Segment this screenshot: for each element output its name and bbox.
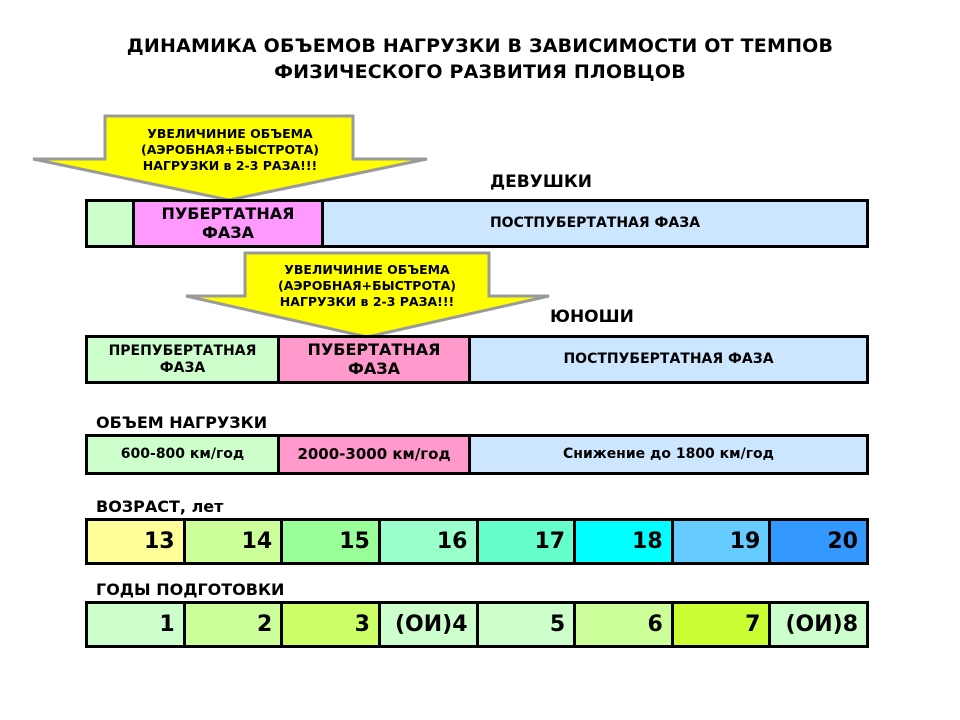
arrow-boys-line-2: (АЭРОБНАЯ+БЫСТРОТА): [278, 278, 456, 293]
training-bar: [85, 601, 869, 648]
load-cell-prepubertal: 600-800 км/год: [88, 437, 277, 472]
age-cell: 13: [88, 521, 183, 562]
training-cell: 1: [88, 604, 183, 645]
boys-pubertal-line-1: ПУБЕРТАТНАЯ: [307, 340, 441, 360]
age-cell: 16: [378, 521, 476, 562]
age-cell: 17: [476, 521, 574, 562]
training-cell: 5: [476, 604, 574, 645]
age-cell: 19: [671, 521, 769, 562]
girls-label: ДЕВУШКИ: [490, 172, 592, 192]
training-cell: 3: [280, 604, 378, 645]
training-label: ГОДЫ ПОДГОТОВКИ: [96, 580, 285, 599]
load-label: ОБЪЕМ НАГРУЗКИ: [96, 413, 268, 432]
boys-postpubertal-cell: ПОСТПУБЕРТАТНАЯ ФАЗА: [468, 338, 866, 381]
arrow-girls-line-3: НАГРУЗКИ в 2-3 РАЗА!!!: [142, 158, 318, 173]
boys-pubertal-cell: [277, 338, 468, 381]
age-cell: 20: [768, 521, 866, 562]
age-cell: 18: [573, 521, 671, 562]
page-title-line-2: ФИЗИЧЕСКОГО РАЗВИТИЯ ПЛОВЦОВ: [274, 61, 686, 83]
arrow-boys-line-3: НАГРУЗКИ в 2-3 РАЗА!!!: [279, 294, 455, 309]
girls-pubertal-line-1: ПУБЕРТАТНАЯ: [161, 204, 295, 224]
arrow-girls-text: [110, 126, 350, 174]
girls-pubertal-line-2: ФАЗА: [201, 222, 254, 242]
page-title-line-1: ДИНАМИКА ОБЪЕМОВ НАГРУЗКИ В ЗАВИСИМОСТИ ОТ ТЕМПОВ: [126, 35, 834, 57]
arrow-girls-line-1: УВЕЛИЧИНИЕ ОБЪЕМА: [147, 126, 313, 141]
arrow-girls-line-2: (АЭРОБНАЯ+БЫСТРОТА): [141, 142, 319, 157]
age-label: ВОЗРАСТ, лет: [96, 497, 224, 516]
girls-pubertal-cell: [132, 202, 321, 245]
arrow-boys-line-1: УВЕЛИЧИНИЕ ОБЪЕМА: [284, 262, 450, 277]
boys-prepubertal-line-2: ФАЗА: [159, 359, 206, 376]
training-cell: 7: [671, 604, 769, 645]
age-bar: [85, 518, 869, 565]
girls-prepubertal-cell: [88, 202, 132, 245]
girls-postpubertal-cell: ПОСТПУБЕРТАТНАЯ ФАЗА: [321, 202, 866, 245]
training-cell: (ОИ)4: [378, 604, 476, 645]
girls-phase-bar: [85, 199, 869, 248]
age-cell: 14: [183, 521, 281, 562]
training-cell: 2: [183, 604, 281, 645]
boys-phase-bar: [85, 335, 869, 384]
arrow-boys-text: [247, 262, 487, 310]
load-cell-pubertal: 2000-3000 км/год: [277, 437, 468, 472]
boys-prepubertal-line-1: ПРЕПУБЕРТАТНАЯ: [108, 343, 257, 360]
boys-label: ЮНОШИ: [550, 307, 634, 327]
training-cell: 6: [573, 604, 671, 645]
training-cell: (ОИ)8: [768, 604, 866, 645]
boys-prepubertal-cell: [88, 338, 277, 381]
load-bar: [85, 434, 869, 475]
age-cell: 15: [280, 521, 378, 562]
load-cell-postpubertal: Снижение до 1800 км/год: [468, 437, 866, 472]
boys-pubertal-line-2: ФАЗА: [347, 358, 400, 378]
